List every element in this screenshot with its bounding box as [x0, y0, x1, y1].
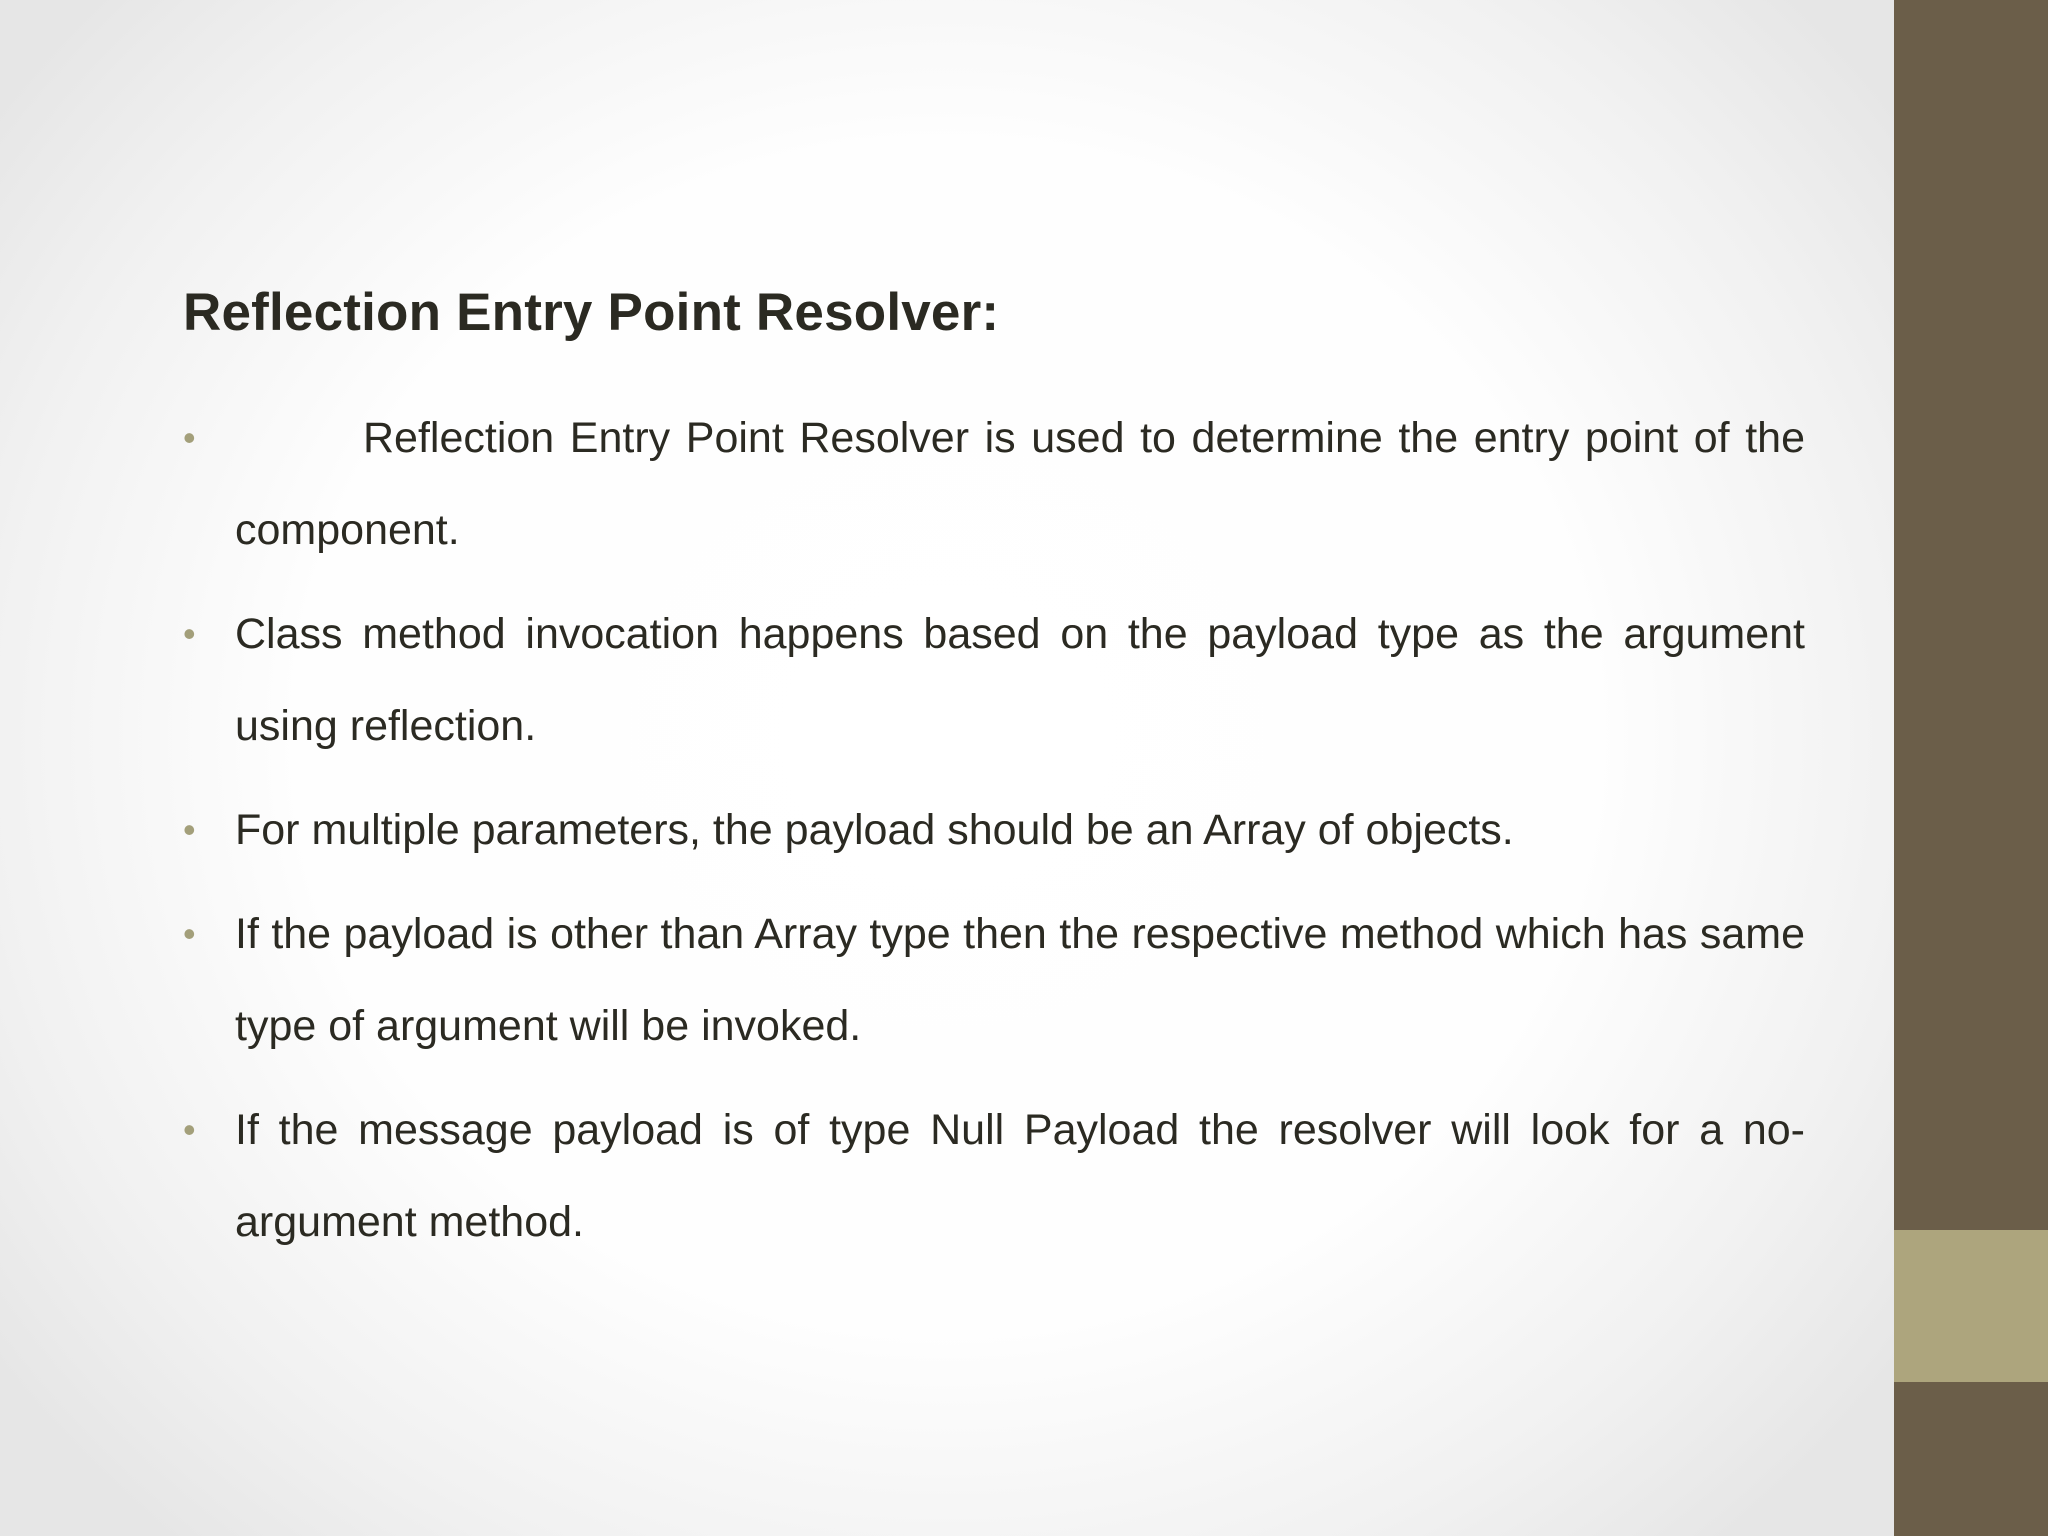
- bullet-text: Reflection Entry Point Resolver is used to determine the entry point of the component.: [235, 414, 1805, 554]
- bullet-item-5: [183, 1084, 1805, 1268]
- bullet-item-1: [183, 392, 1805, 576]
- bullet-list: [183, 392, 1805, 1280]
- decorative-sidebar-accent: [1894, 1230, 2048, 1382]
- bullet-item-2: [183, 588, 1805, 772]
- bullet-text: If the payload is other than Array type then the respective method which has same type of argument will be invoked.: [235, 910, 1805, 1050]
- bullet-marker: •: [183, 417, 196, 458]
- bullet-text: For multiple parameters, the payload should be an Array of objects.: [235, 806, 1514, 854]
- bullet-item-3: [183, 784, 1805, 876]
- bullet-marker: •: [183, 613, 196, 654]
- bullet-marker: •: [183, 913, 196, 954]
- bullet-text: If the message payload is of type Null Payload the resolver will look for a no-argument method.: [235, 1106, 1805, 1246]
- bullet-marker: •: [183, 809, 196, 850]
- bullet-marker: •: [183, 1109, 196, 1150]
- bullet-item-4: [183, 888, 1805, 1072]
- bullet-text: Class method invocation happens based on the payload type as the argument using reflection.: [235, 610, 1805, 750]
- slide-title: Reflection Entry Point Resolver:: [183, 283, 1000, 342]
